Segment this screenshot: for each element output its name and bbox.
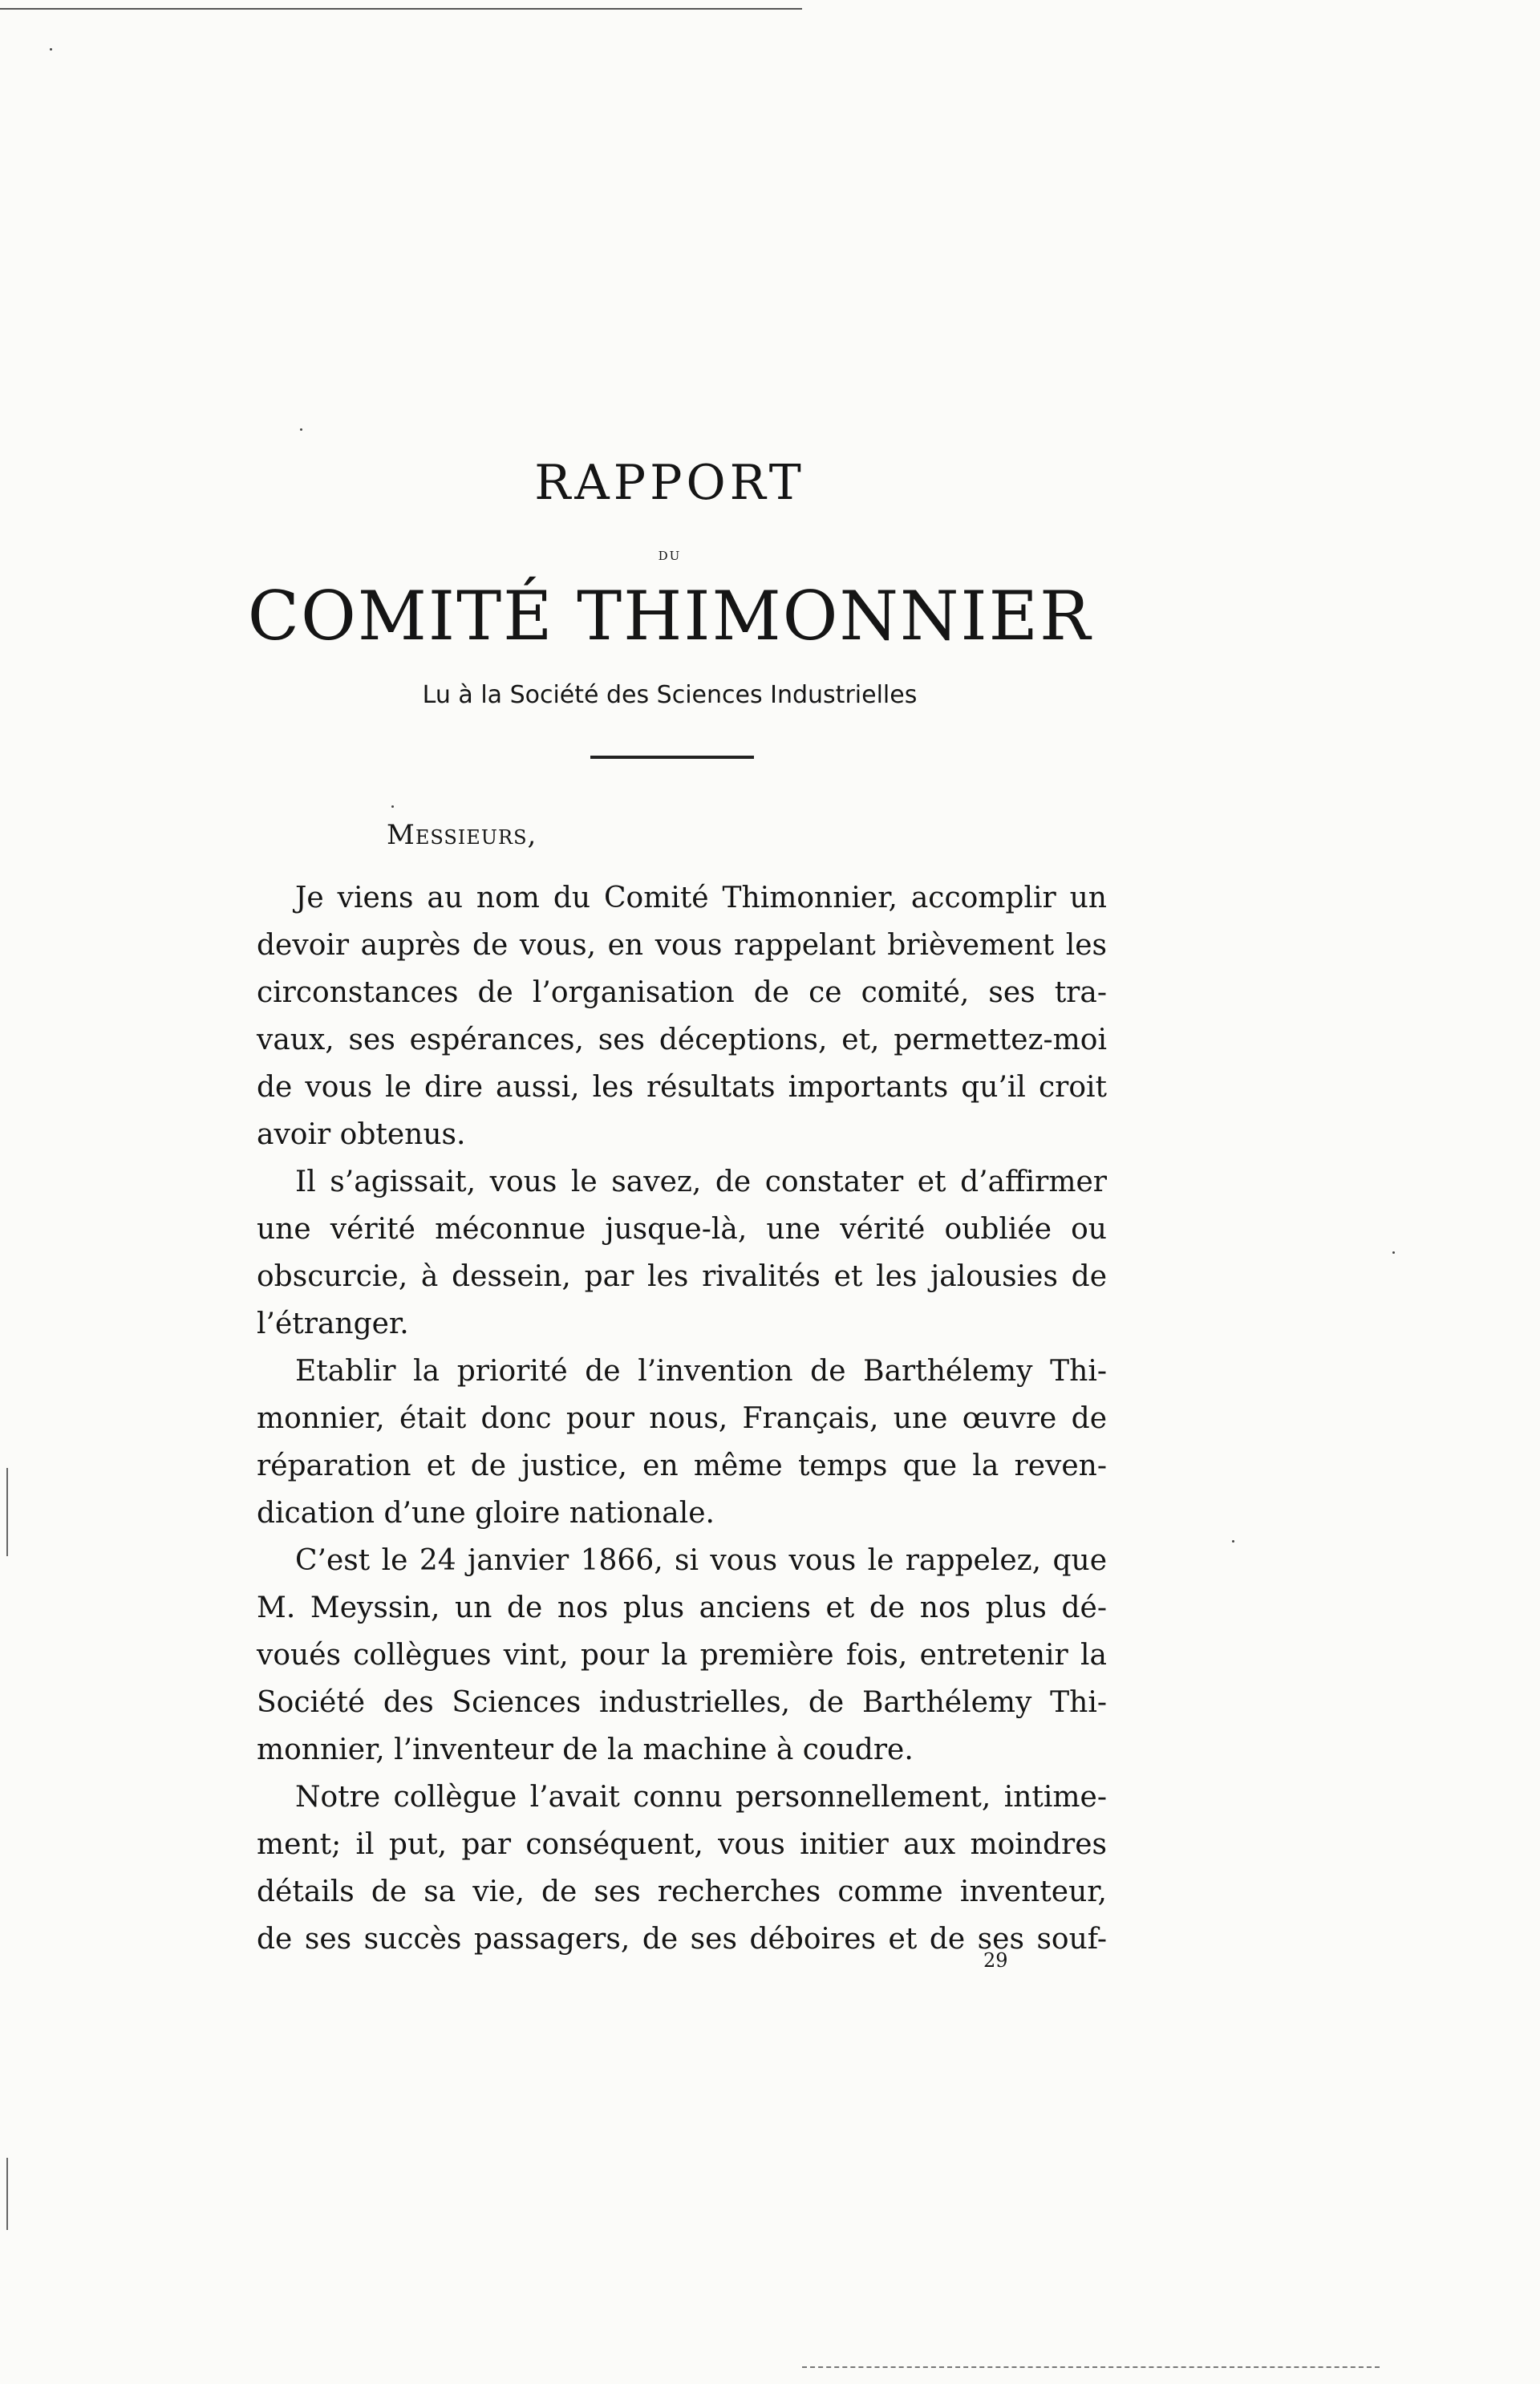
top-scan-rule [0,8,802,10]
text-line: Je viens au nom du Comité Thimonnier, accomplir un [295,882,1107,914]
text-line: monnier, était donc pour nous, Français, une œuvre de [257,1402,1107,1435]
scan-speck [300,428,302,431]
bottom-scan-marks [802,2366,1380,2370]
body-text [257,874,1107,1963]
report-subtitle: Lu à la Société des Sciences Industrielles [422,681,918,709]
text-line: Etablir la priorité de l’invention de Barthélemy Thi- [295,1355,1107,1388]
text-line: Notre collègue l’avait connu personnellement, intime- [295,1781,1107,1814]
text-line: ment; il put, par conséquent, vous initier aux moindres [257,1828,1107,1861]
scan-margin-mark [6,1468,8,1556]
text-line: C’est le 24 janvier 1866, si vous vous le rappelez, que [295,1544,1107,1577]
text-line: avoir obtenus. [257,1118,466,1151]
report-title: RAPPORT [534,455,805,511]
title-connector: DU [658,549,682,563]
text-line: monnier, l’inventeur de la machine à coudre. [257,1733,914,1766]
text-line: l’étranger. [257,1308,409,1340]
text-line: de ses succès passagers, de ses déboires et de ses souf- [257,1923,1107,1956]
committee-heading: COMITÉ THIMONNIER [247,577,1092,655]
scan-speck [50,48,52,51]
text-line: détails de sa vie, de ses recherches comme inventeur, [257,1875,1107,1908]
text-line: réparation et de justice, en même temps que la reven- [257,1449,1107,1482]
scan-speck [1232,1540,1234,1543]
text-line: vaux, ses espérances, ses déceptions, et, permettez-moi [257,1024,1107,1056]
scan-margin-mark [6,2158,8,2230]
text-line: Société des Sciences industrielles, de Barthélemy Thi- [257,1686,1107,1719]
text-line: circonstances de l’organisation de ce comité, ses tra- [257,976,1107,1009]
text-line: M. Meyssin, un de nos plus anciens et de nos plus dé- [257,1591,1107,1624]
scan-speck [391,805,394,808]
section-separator [590,756,754,759]
text-line: une vérité méconnue jusque-là, une vérité oubliée ou [257,1213,1107,1246]
text-line: dication d’une gloire nationale. [257,1497,715,1530]
scan-speck [1392,1251,1395,1254]
text-line: voués collègues vint, pour la première fois, entretenir la [257,1639,1107,1672]
text-line: devoir auprès de vous, en vous rappelant brièvement les [257,929,1107,962]
text-line: Il s’agissait, vous le savez, de constater et d’affirmer [295,1166,1107,1198]
text-line: obscurcie, à dessein, par les rivalités et les jalousies de [257,1260,1107,1293]
salutation: Messieurs, [387,819,537,851]
text-line: de vous le dire aussi, les résultats importants qu’il croit [257,1071,1107,1104]
page-number: 29 [983,1949,1008,1972]
